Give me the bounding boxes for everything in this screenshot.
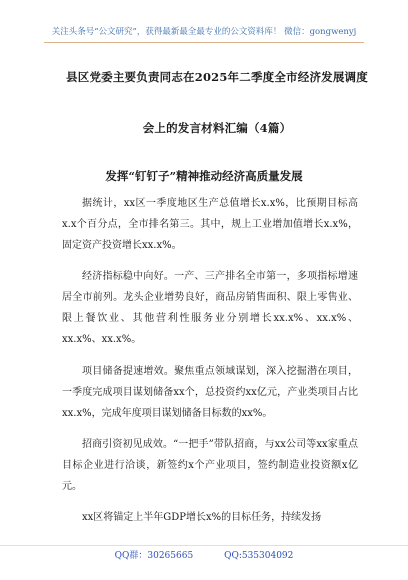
paragraph: 招商引资初见成效。“一把手”带队招商，与xx公司等xx家重点目标企业进行洽谈，新签约x个产业项目，签约制造业投资额x亿元。: [62, 438, 358, 492]
document-body: [62, 193, 358, 538]
paragraph: xx区将锚定上半年GDP增长x%的目标任务，持续发扬: [82, 512, 322, 524]
section-title: 发挥“钉钉子”精神推动经济高质量发展: [105, 169, 303, 183]
page-footer: [0, 545, 408, 566]
document-title-line-2: 会上的发言材料汇编（4篇）: [142, 121, 292, 135]
footer-qq: QQ:535304092: [224, 551, 294, 561]
document-title-line-1: 县区党委主要负责同志在2025年二季度全市经济发展调度: [66, 70, 368, 84]
paragraph: 据统计，xx区一季度地区生产总值增长x.x%，比预期目标高x.x个百分点，全市排名第三。其中，规上工业增加值增长x.x%，固定资产投资增长xx.x%。: [62, 198, 358, 251]
header-note: 关注头条号“公文研究”，获得最新最全最专业的公文资料库！ 微信：gongwenyj: [44, 24, 364, 43]
paragraph: 经济指标稳中向好。一产、三产排名全市第一，多项指标增速居全市前列。龙头企业增势良好，商品房销售面积、限上零售业、限上餐饮业、其他营利性服务业分别增长xx.x%、xx.x%、xx.x%、xx.x%。: [62, 271, 358, 346]
paragraph: 项目储备提速增效。聚焦重点领域谋划，深入挖掘潜在项目，一季度完成项目谋划储备xx个，总投资约xx亿元，产业类项目占比xx.x%，完成年度项目谋划储备目标数的xx%。: [62, 365, 358, 419]
footer-qq-group: QQ群：30265665: [114, 551, 194, 561]
